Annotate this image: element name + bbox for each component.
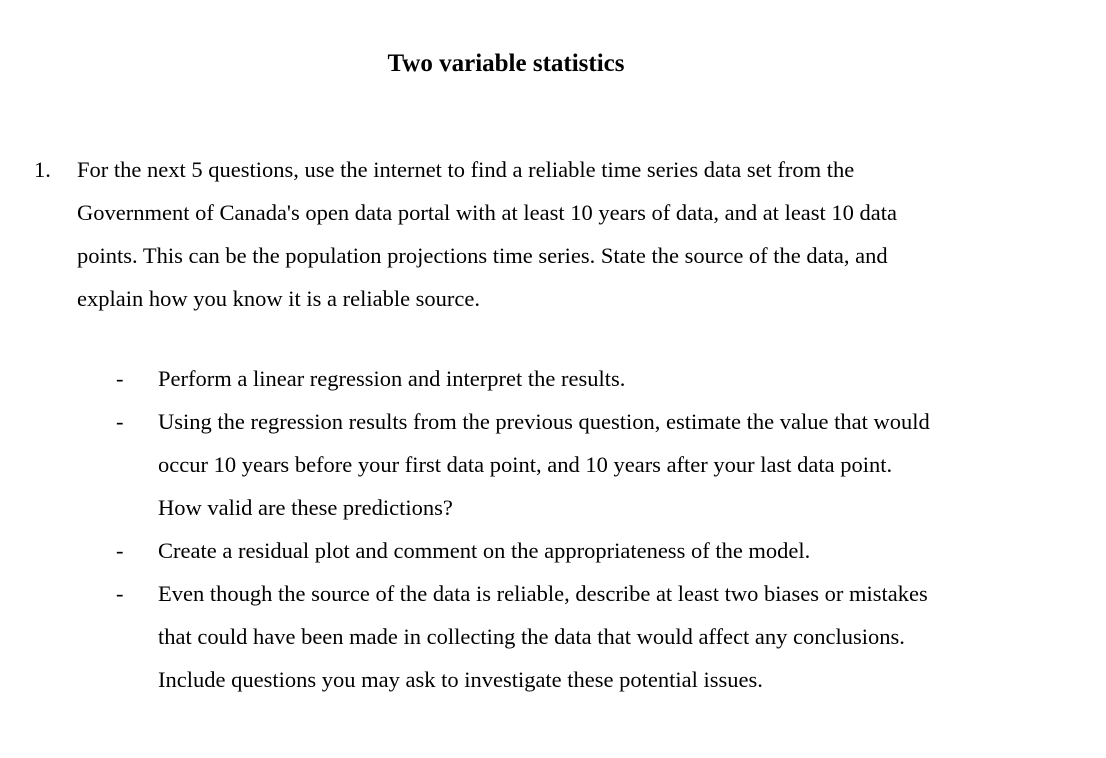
subquestion-line: How valid are these predictions? xyxy=(158,495,453,520)
document-title: Two variable statistics xyxy=(387,50,625,77)
subquestion-line: Create a residual plot and comment on the appropriateness of the model. xyxy=(158,538,811,563)
bullet-dash: - xyxy=(116,538,124,563)
subquestion-line: Include questions you may ask to investigate these potential issues. xyxy=(158,667,763,692)
subquestion-line: Even though the source of the data is reliable, describe at least two biases or mistakes xyxy=(158,581,928,606)
question-line: Government of Canada's open data portal with at least 10 years of data, and at least 10 data xyxy=(77,200,898,225)
bullet-dash: - xyxy=(116,409,124,434)
subquestion-line: Using the regression results from the previous question, estimate the value that would xyxy=(158,409,930,434)
bullet-dash: - xyxy=(116,366,124,391)
subquestion-line: that could have been made in collecting the data that would affect any conclusions. xyxy=(158,624,905,649)
question-line: points. This can be the population projections time series. State the source of the data, and xyxy=(77,243,888,268)
question-line: explain how you know it is a reliable source. xyxy=(77,286,481,311)
subquestion-text xyxy=(158,529,1106,572)
bullet-dash: - xyxy=(116,581,124,606)
question-number: 1. xyxy=(34,157,51,182)
subquestion-line: occur 10 years before your first data point, and 10 years after your last data point. xyxy=(158,452,893,477)
subquestion-estimate-values xyxy=(0,400,1106,529)
question-line: For the next 5 questions, use the internet to find a reliable time series data set from the xyxy=(77,157,855,182)
subquestion-text xyxy=(158,400,1106,529)
subquestion-text xyxy=(158,572,1106,701)
subquestion-text xyxy=(158,357,1106,400)
subquestion-linear-regression xyxy=(0,357,1106,400)
subquestion-residual-plot xyxy=(0,529,1106,572)
subquestion-line: Perform a linear regression and interpret the results. xyxy=(158,366,626,391)
question-text xyxy=(77,148,1037,320)
subquestion-list xyxy=(0,357,1106,701)
subquestion-biases xyxy=(0,572,1106,701)
